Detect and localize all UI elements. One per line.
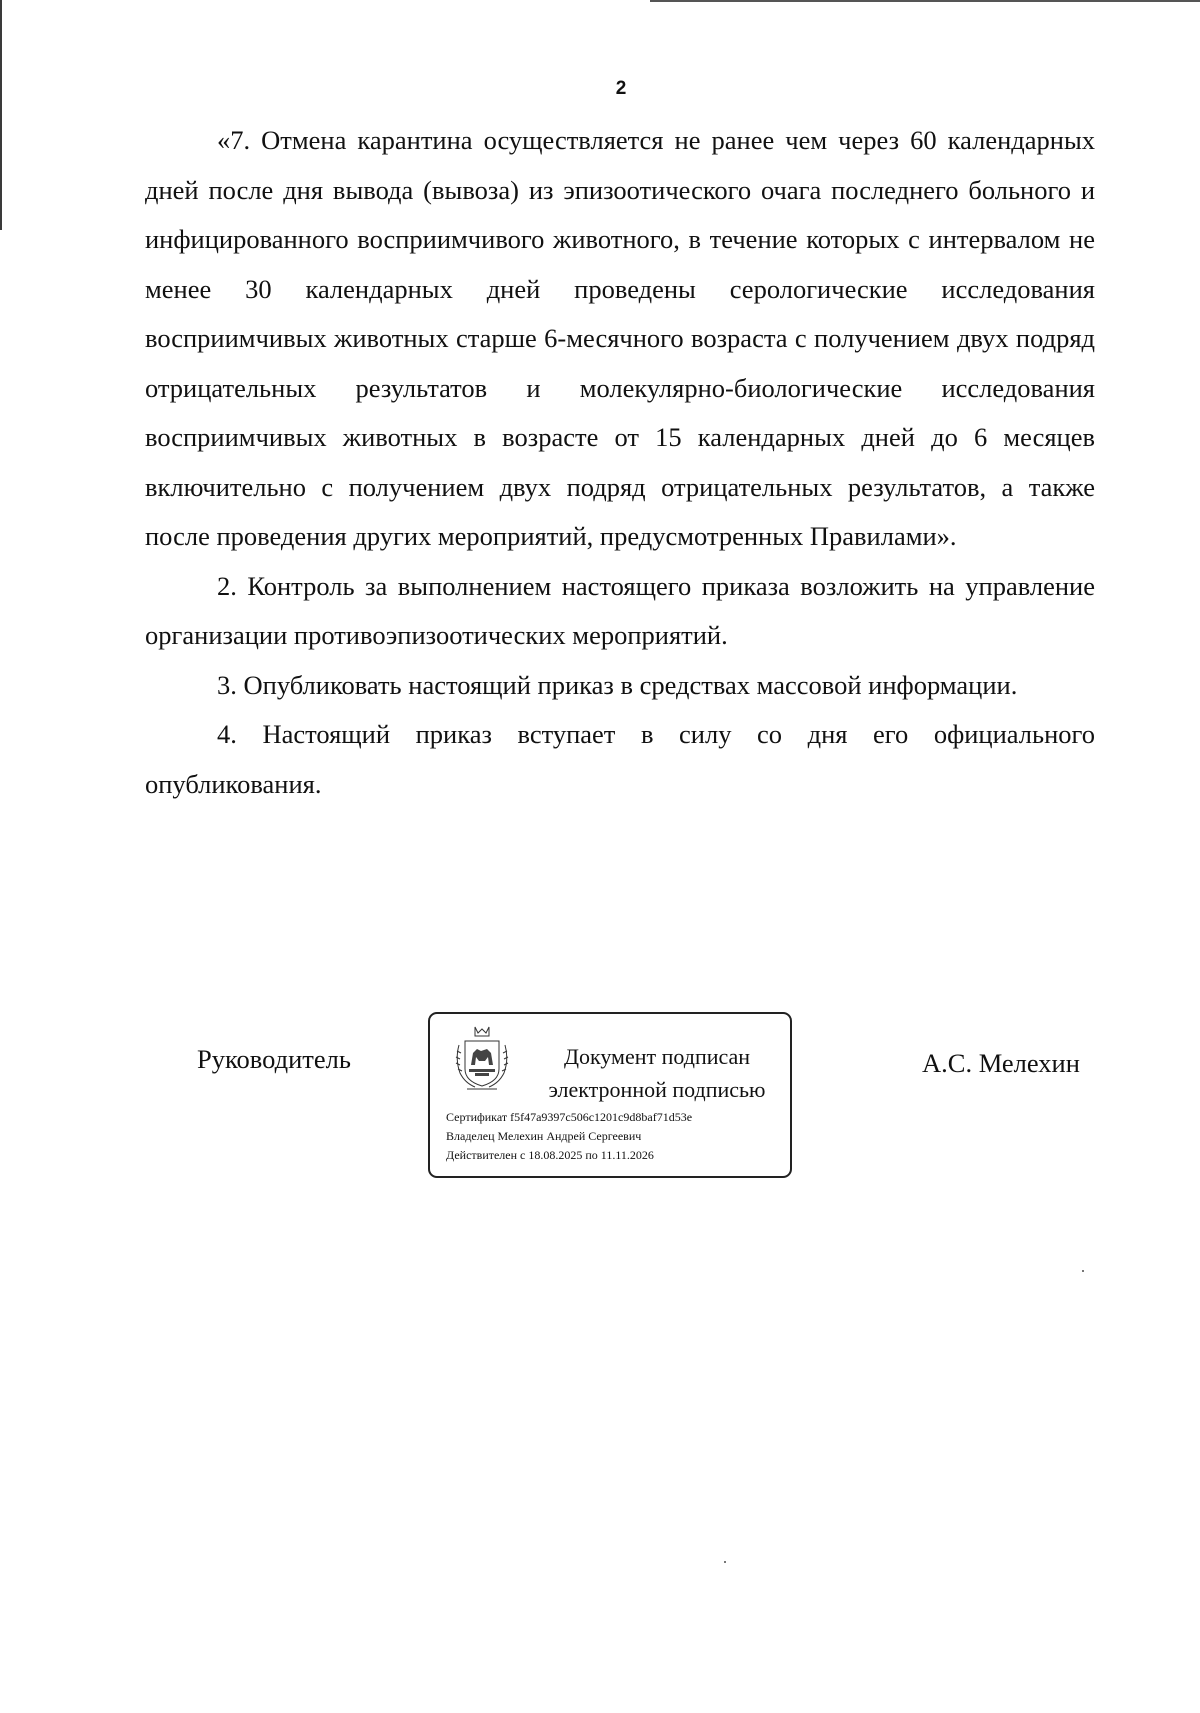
scan-edge-left (0, 0, 2, 230)
paragraph-effective: 4. Настоящий приказ вступает в силу со дня его официального опубликования. (145, 719, 1095, 799)
signer-title: Руководитель (197, 1044, 351, 1074)
paragraph-control: 2. Контроль за выполнением настоящего приказа возложить на управление организации противоэпизоотических мероприятий. (145, 570, 1095, 650)
page-number: 2 (615, 78, 627, 99)
signer-name: А.С. Мелехин (922, 1048, 1080, 1078)
electronic-signature-stamp (428, 1012, 792, 1178)
signature-block (0, 1012, 1200, 1182)
coat-of-arms-icon (451, 1023, 513, 1095)
stamp-details (446, 1108, 692, 1165)
scan-edge-top (650, 0, 1200, 2)
stamp-heading-line1: Документ подписан (563, 1044, 751, 1069)
scan-speck (1082, 1270, 1084, 1272)
document-body (145, 116, 1095, 809)
paragraph-quarantine-lift: «7. Отмена карантина осуществляется не ранее чем через 60 календарных дней после дня вывода (вывоза) из эпизоотического очага последнего больного и инфицированного восприимчивого животного, в течение которых с интервалом не менее 30 календарных дней проведены серологические исследования восприимчивых животных старше 6-месячного возраста с получением двух подряд отрицательных результатов и молекулярно-биологические исследования восприимчивых животных в возрасте от 15 календарных дней до 6 месяцев включительно с получением двух подряд отрицательных результатов, а также после проведения других мероприятий, предусмотренных Правилами». (145, 125, 1095, 551)
certificate-owner: Владелец Мелехин Андрей Сергеевич (446, 1129, 642, 1143)
certificate-number: Сертификат f5f47a9397c506c1201c9d8baf71d53e (446, 1110, 693, 1124)
paragraph-publish: 3. Опубликовать настоящий приказ в средствах массовой информации. (217, 669, 1018, 700)
stamp-title (526, 1040, 788, 1106)
stamp-heading-line2: электронной подписью (548, 1077, 766, 1102)
scan-speck (724, 1561, 726, 1563)
certificate-validity: Действителен с 18.08.2025 по 11.11.2026 (446, 1148, 654, 1162)
